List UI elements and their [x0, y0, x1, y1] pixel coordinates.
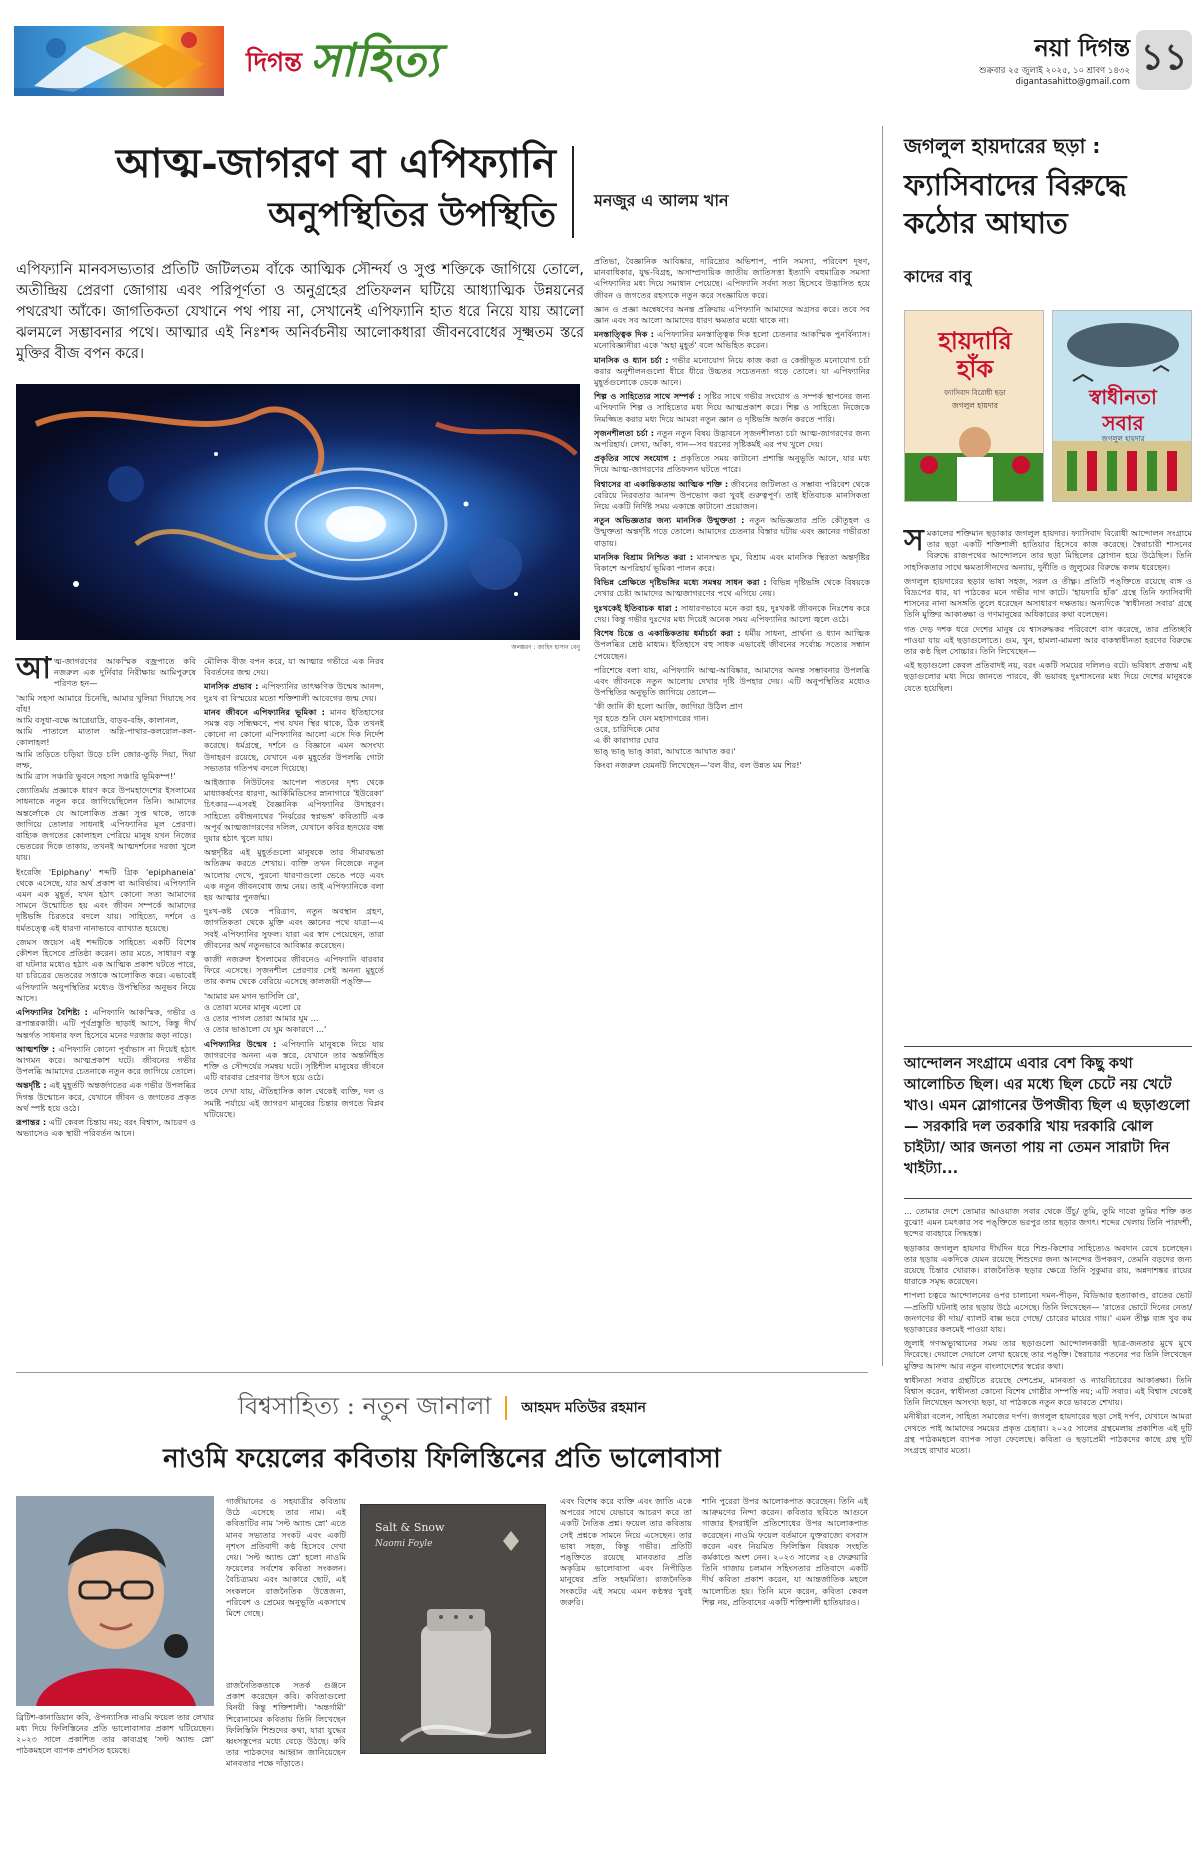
lead-body-col3: প্রতিভা, বৈজ্ঞানিক আবিষ্কার, দারিদ্র্যের অভিশাপ, পানি সমস্যা, পরিবেশ দূষণ, মানবাধিকার, যুদ্ধ-বিগ্রহ, অসাম্প্রদায়িক জাতীয় জাতিসত্তা ইত্যাদি বহুমাত্রিক সমস্যা এপিফ্যানির মধ্য দিয়ে সমাধান পেয়েছে। এপিফ্যানি সর্বদা সত্য হিসেবে উদ্ভাসিত হয়ে জীবন ও জগতের রহস্যকে নতুন করে সংজ্ঞায়িত করে। জ্ঞান ও প্রজ্ঞা অন্বেষণের অনন্ত প্রক্রিয়ায় এপিফ্যানি আমাদের অগ্রসর করে। তবে সব জ্ঞান এবং সব আলো আমাদের ধারণ ক্ষমতার মধ্যে থাকে না। মনস্তাত্ত্বিক দিক : এপিফ্যানির মনস্তাত্ত্বিক দিক হলো চেতনার আকস্মিক পুনর্বিন্যাস। মনোবিজ্ঞানীরা একে 'অহা মুহূর্ত' বলে অভিহিত করেন। মানসিক ও ধ্যান চর্চা : গভীর মনোযোগ নিয়ে কাজ করা ও কেন্দ্রীভূত মনোযোগ চর্চা করার অনুশীলনগুলো ধীরে ধীরে উচ্চতর সচেতনতা গড়ে তোলে। যা এপিফ্যানির মুহূর্তগুলোকে ডেকে আনে। শিল্প ও সাহিত্যের সাথে সম্পর্ক : সৃষ্টির সাথে গভীর সংযোগ ও সম্পর্ক স্থাপনের জন্য এপিফ্যানি শিল্প ও সাহিত্যের মধ্য দিয়ে আত্মপ্রকাশ করে। শিল্প ও সাহিত্যে নিজেকে নিমজ্জিত করার মধ্য দিয়ে আমরা নতুন জ্ঞান ও দৃষ্টিভঙ্গি অর্জন করতে পারি। সৃজনশীলতা চর্চা : নতুন নতুন বিষয় উদ্ভাবনে সৃজনশীলতা চর্চা আত্ম-জাগরণের জন্য অপরিহার্য। লেখা, আঁকা, গান—সব ধরনের সৃষ্টিকর্মই এর পথ খুলে দেয়। প্রকৃতির সাথে সংযোগ : প্রকৃতিতে সময় কাটানো প্রশান্তি অনুভূতি আনে, যার মধ্য দিয়ে আত্ম-জাগরণের প্রতিফলন ঘটতে পারে। বিশ্বাসের বা একান্তিকতায় আত্মিক শক্তি : জীবনের জটিলতা ও সম্ভাব্য পরিবেশ থেকে বেরিয়ে নিরবতার আনন্দ উপভোগ করা খুবই গুরুত্বপূর্ণ। তাই ইতিবাচক মানসিকতা নিয়ে একটি নির্দিষ্ট সময় একান্তে কাটানো প্রয়োজন। নতুন অভিজ্ঞতার জন্য মানসিক উন্মুক্ততা : নতুন অভিজ্ঞতার প্রতি কৌতূহল ও উন্মুক্ততা অন্তর্দৃষ্টি গড়ে তোলে। আমাদের চেতনার বিস্তার ঘটায় এবং জ্ঞানের গভীরতা বাড়ায়। মানসিক বিশ্রাম নিশ্চিত করা : মানসম্মত ঘুম, বিশ্রাম এবং মানসিক স্থিরতা অন্তর্দৃষ্টির বিকাশে অপরিহার্য ভূমিকা পালন করে। বিভিন্ন প্রেক্ষিতে দৃষ্টিভঙ্গির মধ্যে সমন্বয় সাধন করা : বিভিন্ন দৃষ্টিভঙ্গি থেকে বিষয়কে দেখার চেষ্টা আমাদের আত্মজাগরণের পথে এগিয়ে নেয়। দুঃখকেই ইতিবাচক ধারা : সাধারণভাবে মনে করা হয়, দুঃখকষ্ট জীবনকে নিঃশেষ করে দেয়। কিন্তু গভীর দুঃখের মধ্য দিয়েই অনেক সময় এপিফ্যানির আলো জ্বলে ওঠে। বিশেষ চিন্তে ও একান্তিকতায় ধর্মাচর্চা করা : ধর্মীয় সাধনা, প্রার্থনা ও ধ্যান আত্মিক উপলব্ধির শ্রেষ্ঠ মাধ্যম। ইতিহাসে বহু সাধক এভাবেই জীবনের সর্বোচ্চ সত্যের সন্ধান পেয়েছেন। পরিশেষে বলা যায়, এপিফ্যানি আত্ম-আবিষ্কার, আমাদের অনন্ত সম্ভাবনার উপলব্ধি এবং জীবনকে নতুন আলোয় দেখার দৃষ্টি উপহার দেয়। এটি অনুপস্থিতির মধ্যেও উপস্থিতির অনুভূতি জাগিয়ে তোলে— 'কী জানি কী হলো আজি, জাগিয়া উঠিল প্রাণ দূর হতে শুনি যেন মহাসাগরের গান। ওরে, চারিদিকে মোর এ কী কারাগার ঘোর ভাঙ্ ভাঙ্ ভাঙ্ কারা, আঘাতে আঘাত কর।' কিংবা নজরুল যেমনটি লিখেছেন—'বল বীর, বল উন্নত মম শির!'	[594, 256, 871, 771]
nazrul-song: 'আমার মন মগন ভাসিলি রে', ও তোরা মনের মানুষ এলো রে ও তোর পাগল তোরা আমার ঘুম ... ও তোর ভাঙালো যে ঘুম অকারণে ...'	[204, 990, 327, 1035]
book-cover-salt-and-snow	[360, 1504, 546, 1754]
world-lit-col1: গাজীয়ানের ও সহযাত্রীর কবিতায় উঠে এসেছে তার নাম। এই কবিতাটির নাম 'সল্ট অ্যান্ড স্নো' এতে মানব সভ্যতার সংকট এবং একটি নৃশংস প্রতিবাদী কণ্ঠ হিসেবে দেখা দেয়। 'সল্ট অ্যান্ড স্নো' হলো নাওমি ফয়েলের সর্বশেষ কবিতা সংকলন। বৈচিত্র্যময় এবং আকারে ছোট, এই সংকলনে রাজনৈতিক উত্তেজনা, পরিবেশ ও প্রেমের অনুভূতি একসাথে মিশে গেছে।	[226, 1496, 346, 1619]
paper-name: নয়া দিগন্ত	[1034, 33, 1130, 62]
world-lit-top-rule	[16, 1372, 868, 1373]
book-cover-haydari-hak: হায়দারি হাঁক ফ্যাসিবাদ বিরোধী ছড়া জগলুল হায়দার	[904, 310, 1044, 502]
rhyme-body-bottom: ... তোমার দেশে তোমার আওয়াজ সবার থেকে উঁচু/ তুমি, তুমি দাবো তুমির শক্তি কত বুঝো! এমন চমৎকার সব পঙ্‌ক্তিতে ভরপুর তার ছড়ার জগৎ। শব্দের খেলায় তিনি পারদর্শী, ছন্দের ব্যবহারে সিদ্ধহস্ত। ছড়াকার জগলুল হায়দার দীর্ঘদিন ধরে শিশু-কিশোর সাহিত্যেও অবদান রেখে চলেছেন। তার ছড়ায় একদিকে যেমন রয়েছে শিশুদের জন্য আনন্দের উপকরণ, তেমনি বড়দের জন্য রয়েছে চিন্তার খোরাক। রাজনৈতিক ছড়ার ক্ষেত্রে তিনি সুকুমার রায়, অন্নদাশঙ্কর রায়ের ধারাকে সমৃদ্ধ করেছেন। শাপলা চত্বরে আন্দোলনের ওপর চালানো দমন-পীড়ন, বিডিআর হত্যাকাণ্ড, রাতের ভোট—প্রতিটি ঘটনাই তার ছড়ায় উঠে এসেছে। তিনি লিখেছেন— 'রাতের ভোটে দিনের নেতা/ জনগণের কী দায়/ ব্যালট বাক্স ভরে গেছে/ চোরের মায়ের গায়।' এমন তীক্ষ্ণ ব্যঙ্গ খুব কম ছড়াকারের কলমেই পাওয়া যায়। জুলাই গণঅভ্যুত্থানের সময় তার ছড়াগুলো আন্দোলনকারী ছাত্র-জনতার মুখে মুখে ফিরেছে। দেয়ালে দেয়ালে লেখা হয়েছে তার পঙ্‌ক্তি। স্বৈরাচার পতনের পর তিনি লিখেছেন মুক্তির আনন্দ আর নতুন বাংলাদেশের স্বপ্নের কথা। স্বাধীনতা সবার গ্রন্থটিতে রয়েছে দেশপ্রেম, মানবতা ও ন্যায়বিচারের আকাঙ্ক্ষা। তিনি বিশ্বাস করেন, স্বাধীনতা কোনো বিশেষ গোষ্ঠীর সম্পত্তি নয়; এটি সবার। এই বিশ্বাস থেকেই তিনি লিখেছেন অসংখ্য ছড়া, যা পাঠককে নতুন করে ভাবতে শেখায়। মনীষীরা বলেন, সাহিত্য সমাজের দর্পণ। জগলুল হায়দারের ছড়া সেই দর্পণ, যেখানে আমরা দেখতে পাই আমাদের সময়ের প্রকৃত চেহারা। ২০২৫ সালের গ্রন্থমেলায় প্রকাশিত এই দুটি গ্রন্থ পাঠকমহলে ব্যাপক সাড়া ফেলেছে। কবিতা ও ছড়াপ্রেমী পাঠকদের কাছে গ্রন্থ দুটি সংগ্রহে রাখার মতো।	[904, 1206, 1192, 1456]
world-lit-divider	[505, 1396, 507, 1420]
world-lit-section: বিশ্বসাহিত্য : নতুন জানালা	[237, 1392, 492, 1420]
photo-caption: ব্রিটিশ-কানাডিয়ান কবি, ঔপন্যাসিক নাওমি ফয়েল তার লেখার মধ্য দিয়ে ফিলিস্তিনের প্রতি ভালোবাসার প্রকাশ ঘটিয়েছেন। ২০২৩ সালে প্রকাশিত তার কাব্যগ্রন্থ 'সল্ট অ্যান্ড স্নো' পাঠকমহলে ব্যাপক প্রশংসিত হয়েছে।	[16, 1713, 214, 1755]
masthead	[0, 0, 1200, 100]
world-lit-author: আহমদ মতিউর রহমান	[521, 1400, 647, 1416]
lead-body-col2: মৌলিক বীজ বপন করে, যা আত্মার গভীরে এক নিরব বিবর্তনের জন্ম দেয়। মানসিক প্রভাব : এপিফ্যানির তাৎক্ষণিক উন্মেষ আনন্দ, দুঃখ বা বিস্ময়ের মতো শক্তিশালী আবেগের জন্ম দেয়। মানব জীবনে এপিফ্যানির ভূমিকা : মানব ইতিহাসের সমস্ত বড় সন্ধিক্ষণে, পথ যখন স্থির থাকে, ঠিক তখনই কোনো না কোনো এপিফ্যানির আলো এসে দিক নির্দেশ করেছে। ধর্মগ্রন্থে, দর্শনে ও বিজ্ঞানে এমন অসংখ্য উদাহরণ রয়েছে, যেখানে এক মুহূর্তের উপলব্ধি গোটা সভ্যতার গতিপথ বদলে দিয়েছে। আইজ্যাক নিউটনের আপেল পতনের দৃশ্য থেকে মাধ্যাকর্ষণের ধারণা, আর্কিমিডিসের স্নানাগারে 'ইউরেকা' চিৎকার—এসবই বৈজ্ঞানিক এপিফ্যানির উদাহরণ। সাহিত্যে রবীন্দ্রনাথের 'নির্ঝরের স্বপ্নভঙ্গ' কবিতাটি এক অপূর্ব আত্মজাগরণের দলিল, যেখানে কবির হৃদয়ের বন্ধ দুয়ার হঠাৎ খুলে যায়। অন্তর্দৃষ্টির এই মুহূর্তগুলো মানুষকে তার সীমাবদ্ধতা অতিক্রম করতে শেখায়। ব্যক্তি তখন নিজেকে নতুন আলোয় দেখে, পুরনো ধারণাগুলো ভেঙে পড়ে এবং এক নতুন জীবনবোধ জন্ম নেয়। তাই এপিফ্যানিকে বলা হয় আত্মার পুনর্জন্ম। দুঃখ-কষ্ট থেকে পরিত্রাণ, নতুন অবস্থান গ্রহণ, জাগতিকতা থেকে মুক্তি এবং জ্ঞানের পথে যাত্রা—এ সবই এপিফ্যানির সুফল। যারা এর স্বাদ পেয়েছেন, তারা জীবনের অর্থ নতুনভাবে আবিষ্কার করেছেন। কাজী নজরুল ইসলামের জীবনেও এপিফ্যানি বারবার ফিরে এসেছে। সৃজনশীল প্রেরণার সেই অনন্য মুহূর্তে তার কলম থেকে বেরিয়ে এসেছে কালজয়ী পঙ্‌ক্তি— 'আমার মন মগন ভাসিলি রে', ও তোরা মনের মানুষ এলো রে ও তোর পাগল তোরা আমার ঘুম ... ও তোর ভাঙালো যে ঘুম অকারণে ...' এপিফ্যানির উন্মেষ : এপিফ্যানি মানুষকে নিয়ে যায় জাগরণের অনন্য এক স্তরে, যেখানে তার অন্তর্নিহিত শক্তি ও সৌন্দর্যের সমন্বয় ঘটে। সৃষ্টিশীল মানুষের জীবনে এটি বারবার প্রেরণার উৎস হয়ে ওঠে। তবে দেখা যায়, ঐতিহাসিক কাল থেকেই ব্যক্তি, দল ও সমষ্টি পর্যায়ে এই জাগরণ মানুষের চিন্তার জগতে বিপ্লব ঘটিয়েছে।	[204, 656, 385, 1119]
naomi-foyle-photo	[16, 1496, 214, 1706]
world-lit-col2: রাজনৈতিকতাকে সতর্ক গুঞ্জনে প্রকাশ করেছেন কবি। কবিতাগুলো বিনয়ী কিন্তু শক্তিশালী। 'অন্তর্গামী' শিরোনামের কবিতায় তিনি লিখেছেন ফিলিস্তিনি শিশুদের কথা, যারা যুদ্ধের ধ্বংসস্তূপের মধ্যে বেড়ে উঠছে। কবি তার পাঠকদের আহ্বান জানিয়েছেন মানবতার পক্ষে দাঁড়াতে।	[226, 1680, 346, 1769]
rhyme-drop-cap: স	[904, 523, 924, 558]
world-lit-headline: নাওমি ফয়েলের কবিতায় ফিলিস্তিনের প্রতি ভালোবাসা	[163, 1444, 721, 1474]
page-number: ১১	[1136, 30, 1192, 90]
rhyme-title	[904, 166, 1194, 242]
section-title	[246, 34, 439, 94]
section-name: সাহিত্য	[310, 33, 439, 87]
book-title: Salt & Snow	[375, 1521, 445, 1534]
lead-title-block	[16, 140, 556, 238]
pull-quote-top-rule	[904, 1046, 1192, 1047]
galaxy-face-illustration-icon	[16, 384, 580, 640]
portrait-icon	[16, 1496, 214, 1706]
lead-body-col1: আত্ম-জাগরণের আকস্মিক বজ্রপাতে কবি নজরুল এক দুর্নিবার নিরীক্ষায় আমিপুরুষে পরিণত হন— 'আমি সহসা আমারে চিনেছি, আমার খুলিয়া গিয়াছে সব বাঁধ! আমি বসুধা-বক্ষে আগ্নেয়াদ্রি, বাড়ব-বহ্নি, কালানল, আমি পাতালে মাতাল অগ্নি-পাথার-কলরোল-কল-কোলাহল! আমি তড়িতে চড়িয়া উড়ে চলি জোর-তুড়ি দিয়া, দিয়া লম্ফ, আমি ত্রাস সঞ্চারি ভুবনে সহসা সঞ্চারি ভূমিকম্প!' জ্যোতির্ময় প্রজ্ঞাকে ধারণ করে উপমহাদেশের ইসলামের সাধনাকে নতুন করে জাগিয়েছিলেন তিনি। আমাদের অন্তর্লোকে যে আলোকিত প্রজ্ঞা সুপ্ত থাকে, তাকে জাগিয়ে তোলার সাধনাই এপিফ্যানির মূল প্রেরণা। বাহ্যিক জগতের কোলাহল পেরিয়ে মানুষ যখন নিজের ভেতরের দিকে তাকায়, তখনই আত্মদর্শনের দরজা খুলে যায়। ইংরেজি 'Epiphany' শব্দটি গ্রিক 'epiphaneia' থেকে এসেছে, যার অর্থ প্রকাশ বা আবির্ভাব। এপিফ্যানি এমন এক মুহূর্ত, যখন হঠাৎ কোনো সত্য আমাদের সামনে উন্মোচিত হয় এবং জীবন সম্পর্কে আমাদের দৃষ্টিভঙ্গি চিরতরে বদলে যায়। সাহিত্যে, দর্শনে ও ধর্মতত্ত্বে এই ধারণা নানাভাবে ব্যাখ্যাত হয়েছে। জেমস জয়েস এই শব্দটিকে সাহিত্যে একটি বিশেষ কৌশল হিসেবে প্রতিষ্ঠা করেন। তার মতে, সাধারণ বস্তু বা ঘটনার মধ্যেও হঠাৎ এক আত্মিক প্রকাশ ঘটতে পারে, যা চরিত্রের ভেতরের সত্তাকে আলোকিত করে। এভাবেই এপিফ্যানি অনুপস্থিতির মধ্যেও উপস্থিতির অনুভব নিয়ে আসে। এপিফ্যানির বৈশিষ্ট্য : এপিফ্যানি আকস্মিক, গভীর ও রূপান্তরকারী। এটি পূর্বপ্রস্তুতি ছাড়াই আসে, কিন্তু দীর্ঘ অন্তর্গত সাধনার ফল হিসেবে মনের দরজায় কড়া নাড়ে। আত্মশক্তি : এপিফ্যানি কোনো পূর্বাভাস না দিয়েই হঠাৎ আগমন করে। আত্মপ্রকাশ ঘটে। জীবনের গভীর উপলব্ধি আমাদের চেতনাকে নতুন করে জাগিয়ে তোলে। অন্তর্দৃষ্টি : এই মুহূর্তটি অন্তর্জগতের এক গভীর উপলব্ধির দিগন্ত উন্মোচন করে, যেখানে জীবন ও জগতের প্রকৃত অর্থ স্পষ্ট হয়ে ওঠে। রূপান্তর : এটি কেবল চিন্তায় নয়; বরং বিশ্বাস, আচরণ ও অভ্যাসেও এক স্থায়ী পরিবর্তন আনে।	[16, 651, 196, 1139]
rhyme-author: কাদের বাবু	[904, 267, 972, 286]
cover-art-crowd-icon	[905, 413, 1044, 502]
salt-shaker-icon	[361, 1505, 546, 1754]
pull-quote: আন্দোলন সংগ্রামে এবার বেশ কিছু কথা আলোচিত ছিল। এর মধ্যে ছিল চেটে নয় খেটে খাও। এমন স্লোগানের উপজীব্য ছিল এ ছড়াগুলো— সরকারি দল তরকারি খায় দরকারি ঝোল চাইট্যা/ আর জনতা পায় না তেমন সারাটা দিন খাইট্যা...	[904, 1056, 1190, 1177]
book-illustration-icon	[14, 26, 224, 96]
section-banner-art	[14, 26, 224, 96]
book-cover-swadhinota-sobar: স্বাধীনতা সবার জগলুল হায়দার	[1052, 310, 1192, 502]
column-divider	[882, 126, 883, 1366]
book-author: Naomi Foyle	[375, 1539, 433, 1549]
world-lit-col3: এবং বিশেষ করে ব্যক্তি এবং জাতি একে অপরের সাথে যেভাবে আচরণ করে তা একটি নৈতিক প্রশ্ন। ফয়েল তার কবিতায় সেই প্রশ্নকে সামনে নিয়ে এসেছেন। তার ভাষা সহজ, কিন্তু গভীর। প্রতিটি পঙ্‌ক্তিতে রয়েছে মানবতার প্রতি অকৃত্রিম ভালোবাসা এবং নিপীড়িত মানুষের প্রতি সহমর্মিতা। রাজনৈতিক সংকটের এই সময়ে এমন কণ্ঠস্বর খুবই জরুরি।	[560, 1496, 692, 1607]
lead-title-line1: আত্ম-জাগরণ বা এপিফ্যানি	[115, 140, 556, 187]
lead-intro: এপিফ্যানি মানবসভ্যতার প্রতিটি জটিলতম বাঁকে আত্মিক সৌন্দর্য ও সুপ্ত শক্তিকে জাগিয়ে তোলে, অতীন্দ্রিয় প্রেরণা জোগায় এবং পরিপূর্ণতা ও অনুগ্রহের প্রতিফলন ঘটিয়ে আধ্যাত্মিক উন্নয়নের পথরেখা আঁকে। জাগতিকতা যেখানে পথ পায় না, সেখানেই এপিফ্যানি হাত ধরে নিয়ে যায় আলো ঝলমলে সম্ভাবনার পথে। আত্মার এই নিঃশব্দ অনির্বচনীয় আলোকধারা জীবনবোধের সূক্ষ্মতম স্তরে মুক্তির বীজ বপন করে।	[16, 262, 584, 362]
drop-cap: আ	[16, 651, 51, 686]
nazrul-poem: 'আমি সহসা আমারে চিনেছি, আমার খুলিয়া গিয়াছে সব বাঁধ! আমি বসুধা-বক্ষে আগ্নেয়াদ্রি, বাড়ব-বহ্নি, কালানল, আমি পাতালে মাতাল অগ্নি-পাথার-কলরোল-কল-কোলাহল! আমি তড়িতে চড়িয়া উড়ে চলি জোর-তুড়ি দিয়া, দিয়া লম্ফ, আমি ত্রাস সঞ্চারি ভুবনে সহসা সঞ্চারি ভূমিকম্প!'	[16, 692, 196, 782]
lead-title-line2: অনুপস্থিতির উপস্থিতি	[268, 195, 556, 235]
rhyme-kicker: জগলুল হায়দারের ছড়া :	[904, 134, 1101, 158]
world-lit-col4: শানি পুরেরা উপর আলোকপাত করেছেন। তিনি এই আক্রমণের নিন্দা করেন। কবিতার ছবিতে আগুনে গাজার ইসরাইলি প্রতিশোধের উপর আলোকপাত করেছেন। নাওমি ফয়েল বর্তমানে যুক্তরাজ্যে বসবাস করেন এবং নিয়মিত ফিলিস্তিন বিষয়ক সংহতি কর্মকাণ্ডে অংশ নেন। ২০২৩ সালের ২৪ ফেব্রুয়ারি তিনি গাজায় চলমান সহিংসতার প্রতিবাদে একটি দীর্ঘ কবিতা প্রকাশ করেন, যা আন্তর্জাতিক মহলে আলোচিত হয়। তিনি মনে করেন, কবিতা কেবল শিল্প নয়, প্রতিবাদের একটি শক্তিশালী হাতিয়ারও।	[702, 1496, 868, 1607]
section-prefix: দিগন্ত	[246, 48, 303, 78]
date-line: শুক্রবার ২৫ জুলাই ২০২৫, ১০ শ্রাবণ ১৪৩২	[979, 66, 1130, 76]
pull-quote-bottom-rule	[904, 1198, 1192, 1199]
rhyme-title-line2: কঠোর আঘাত	[904, 206, 1068, 240]
lead-illustration	[16, 384, 580, 640]
world-lit-header	[16, 1388, 868, 1428]
rhyme-body-top: সমকালের শক্তিমান ছড়াকার জগলুল হায়দার। ফ্যাসিবাদ বিরোধী আন্দোলন সংগ্রামে তার ছড়া একটি শক্তিশালী হাতিয়ার হিসেবে কাজ করেছে। স্বৈরাচারী শাসনের বিরুদ্ধে রাজপথের আন্দোলনে তার ছড়া মিছিলের স্লোগান হয়ে উঠেছিল। তিনি সাহসিকতার সাথে ক্ষমতাসীনদের অন্যায়, দুর্নীতি ও জুলুমের বিরুদ্ধে কলম ধরেছেন। জগলুল হায়দারের ছড়ার ভাষা সহজ, সরল ও তীক্ষ্ণ। প্রতিটি পঙ্‌ক্তিতে রয়েছে ব্যঙ্গ ও বিদ্রূপের ধার, যা পাঠকের মনে গভীর দাগ কাটে। 'হায়দারি হাঁক' গ্রন্থে তিনি ফ্যাসিবাদী শাসনের নানা অসঙ্গতি তুলে ধরেছেন অসাধারণ দক্ষতায়। অন্যদিকে 'স্বাধীনতা সবার' গ্রন্থে তিনি মুক্তির আকাঙ্ক্ষা ও গণমানুষের অধিকারের কথা বলেছেন। গত দেড় দশক ধরে দেশের মানুষ যে শ্বাসরুদ্ধকর পরিবেশে বাস করেছে, তার প্রতিচ্ছবি পাওয়া যায় এই ছড়াগুলোতে। গুম, খুন, হামলা-মামলা আর বাকস্বাধীনতা হরণের বিরুদ্ধে তার কণ্ঠ ছিল সোচ্চার। তিনি লিখেছেন— এই ছড়াগুলো কেবল প্রতিবাদই নয়, বরং একটি সময়ের দলিলও বটে। ভবিষ্যৎ প্রজন্ম এই ছড়াগুলোর মধ্য দিয়ে জানতে পারবে, কী ভয়াবহ দুঃশাসনের মধ্য দিয়ে দেশের মানুষকে যেতে হয়েছিল।	[904, 523, 1192, 693]
tagore-poem: 'কী জানি কী হলো আজি, জাগিয়া উঠিল প্রাণ দূর হতে শুনি যেন মহাসাগরের গান। ওরে, চারিদিকে মোর এ কী কারাগার ঘোর ভাঙ্ ভাঙ্ ভাঙ্ কারা, আঘাতে আঘাত কর।'	[594, 701, 743, 757]
lead-author: মনজুর এ আলম খান	[594, 191, 729, 210]
title-author-divider	[572, 146, 574, 238]
illustration-credit: অলঙ্করণ : জাহিদ হাসান বেনু	[511, 644, 580, 651]
rhyme-title-line1: ফ্যাসিবাদের বিরুদ্ধে	[904, 168, 1127, 202]
email-line: digantasahitto@gmail.com	[1015, 77, 1130, 87]
